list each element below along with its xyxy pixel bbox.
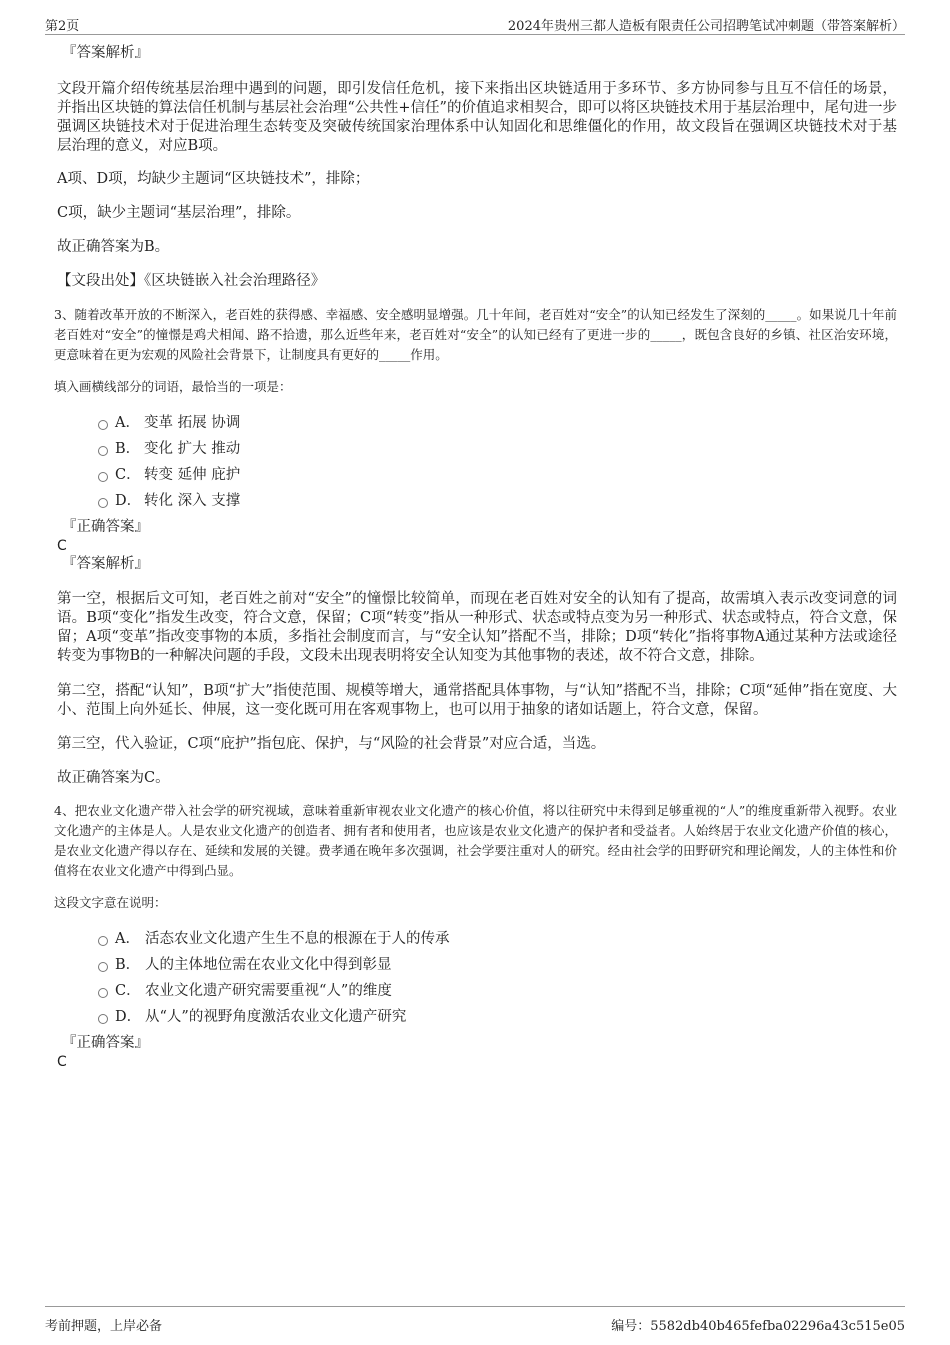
q2-analysis-p4: 故正确答案为B。 (57, 239, 170, 255)
q3-analysis-p1: 第一空，根据后文可知，老百姓之前对“安全”的憧憬比较简单，而现在老百姓对安全的认知有了提高，故需填入表示改变词意的词语。B项“变化”指发生改变，符合文意，保留；C项“转变”指从一种形式、状态或特点变为另一种形式、状态或特点，符合文意，保留；A项“变革”指改变事物的本质，多指社会制度而言，与“安全认知”搭配不当，排除；D项“转化”指将事物A通过某种方法或途径转变为事物B的一种解决问题的手段，文段未出现表明将安全认知变为其他事物的表述，故不符合文意，排除。 (57, 591, 897, 664)
q2-analysis-p2: A项、D项，均缺少主题词“区块链技术”，排除； (57, 171, 370, 187)
q3-option-c[interactable]: C． 转变 延伸 庇护 (57, 462, 897, 488)
q3-analysis-p4: 故正确答案为C。 (57, 770, 170, 786)
q3-stem: 3、随着改革开放的不断深入，老百姓的获得感、幸福感、安全感明显增强。几十年间，老百姓对“安全”的认知已经发生了深刻的_____。如果说几十年前老百姓对“安全”的憧憬是鸡犬相闻、路不拾遗，那么近些年来，老百姓对“安全”的认知已经有了更进一步的_____，既包含良好的乡镇、社区治安环境，更意味着在更为宏观的风险社会背景下，让制度具有更好的_____作用。 (54, 307, 897, 362)
q4-answer: C (57, 1054, 67, 1070)
radio-button-icon[interactable] (98, 988, 108, 998)
q4-stem: 4、把农业文化遗产带入社会学的研究视域，意味着重新审视农业文化遗产的核心价值，将以往研究中未得到足够重视的“人”的维度重新带入视野。农业文化遗产的主体是人。人是农业文化遗产的创造者、拥有者和使用者，也应该是农业文化遗产的保护者和受益者。人始终居于农业文化遗产价值的核心，是农业文化遗产得以存在、延续和发展的关键。费孝通在晚年多次强调，社会学要注重对人的研究。经由社会学的田野研究和理论阐发，人的主体性和价值将在农业文化遗产中得到凸显。 (54, 803, 897, 878)
q3-answer: C (57, 538, 67, 554)
q3-analysis-p2: 第二空，搭配“认知”，B项“扩大”指使范围、规模等增大，通常搭配具体事物，与“认知”搭配不当，排除；C项“延伸”指在宽度、大小、范围上向外延长、伸展，这一变化既可用在客观事物上，也可以用于抽象的诸如话题上，符合文意，保留。 (57, 683, 897, 718)
q3-prompt: 填入画横线部分的词语，最恰当的一项是： (54, 379, 292, 394)
radio-button-icon[interactable] (98, 472, 108, 482)
radio-button-icon[interactable] (98, 936, 108, 946)
q4-option-b[interactable]: B． 人的主体地位需在农业文化中得到彰显 (57, 952, 897, 978)
q2-analysis-p1: 文段开篇介绍传统基层治理中遇到的问题，即引发信任危机，接下来指出区块链适用于多环节、多方协同参与且互不信任的场景，并指出区块链的算法信任机制与基层社会治理“公共性+信任”的价值追求相契合，即可以将区块链技术用于基层治理中，尾句进一步强调区块链技术对于促进治理生态转变及突破传统国家治理体系中认知固化和思维僵化的作用，故文段旨在强调区块链技术对于基层治理的意义，对应B项。 (57, 81, 897, 154)
page-content (54, 44, 897, 1071)
document-id: 编号：5582db40b465fefba02296a43c515e05 (611, 1319, 905, 1334)
radio-button-icon[interactable] (98, 420, 108, 430)
q3-option-b[interactable]: B． 变化 扩大 推动 (57, 436, 897, 462)
radio-button-icon[interactable] (98, 446, 108, 456)
page-header (45, 12, 905, 35)
q4-options (57, 926, 897, 1030)
page-footer (45, 1306, 905, 1334)
q2-source: 【文段出处】《区块链嵌入社会治理路径》 (57, 273, 326, 289)
radio-button-icon[interactable] (98, 962, 108, 972)
radio-button-icon[interactable] (98, 1014, 108, 1024)
q3-option-d[interactable]: D． 转化 深入 支撑 (57, 488, 897, 514)
q3-answer-label: 『正确答案』 (62, 519, 149, 535)
q3-analysis-label: 『答案解析』 (62, 556, 149, 572)
q4-option-d[interactable]: D． 从“人”的视野角度激活农业文化遗产研究 (57, 1004, 897, 1030)
q3-options (57, 410, 897, 514)
document-title: 2024年贵州三都人造板有限责任公司招聘笔试冲刺题（带答案解析） (507, 19, 905, 34)
radio-button-icon[interactable] (98, 498, 108, 508)
q3-analysis-p3: 第三空，代入验证，C项“庇护”指包庇、保护，与“风险的社会背景”对应合适，当选。 (57, 736, 606, 752)
q4-prompt: 这段文字意在说明： (54, 895, 167, 910)
q3-option-a[interactable]: A． 变革 拓展 协调 (57, 410, 897, 436)
q2-analysis-p3: C项，缺少主题词“基层治理”，排除。 (57, 205, 301, 221)
q4-answer-label: 『正确答案』 (62, 1035, 149, 1051)
q4-option-a[interactable]: A． 活态农业文化遗产生生不息的根源在于人的传承 (57, 926, 897, 952)
footer-slogan: 考前押题，上岸必备 (45, 1319, 163, 1334)
q4-option-c[interactable]: C． 农业文化遗产研究需要重视“人”的维度 (57, 978, 897, 1004)
page-number: 第2页 (45, 19, 80, 34)
q2-analysis-label: 『答案解析』 (62, 45, 149, 61)
